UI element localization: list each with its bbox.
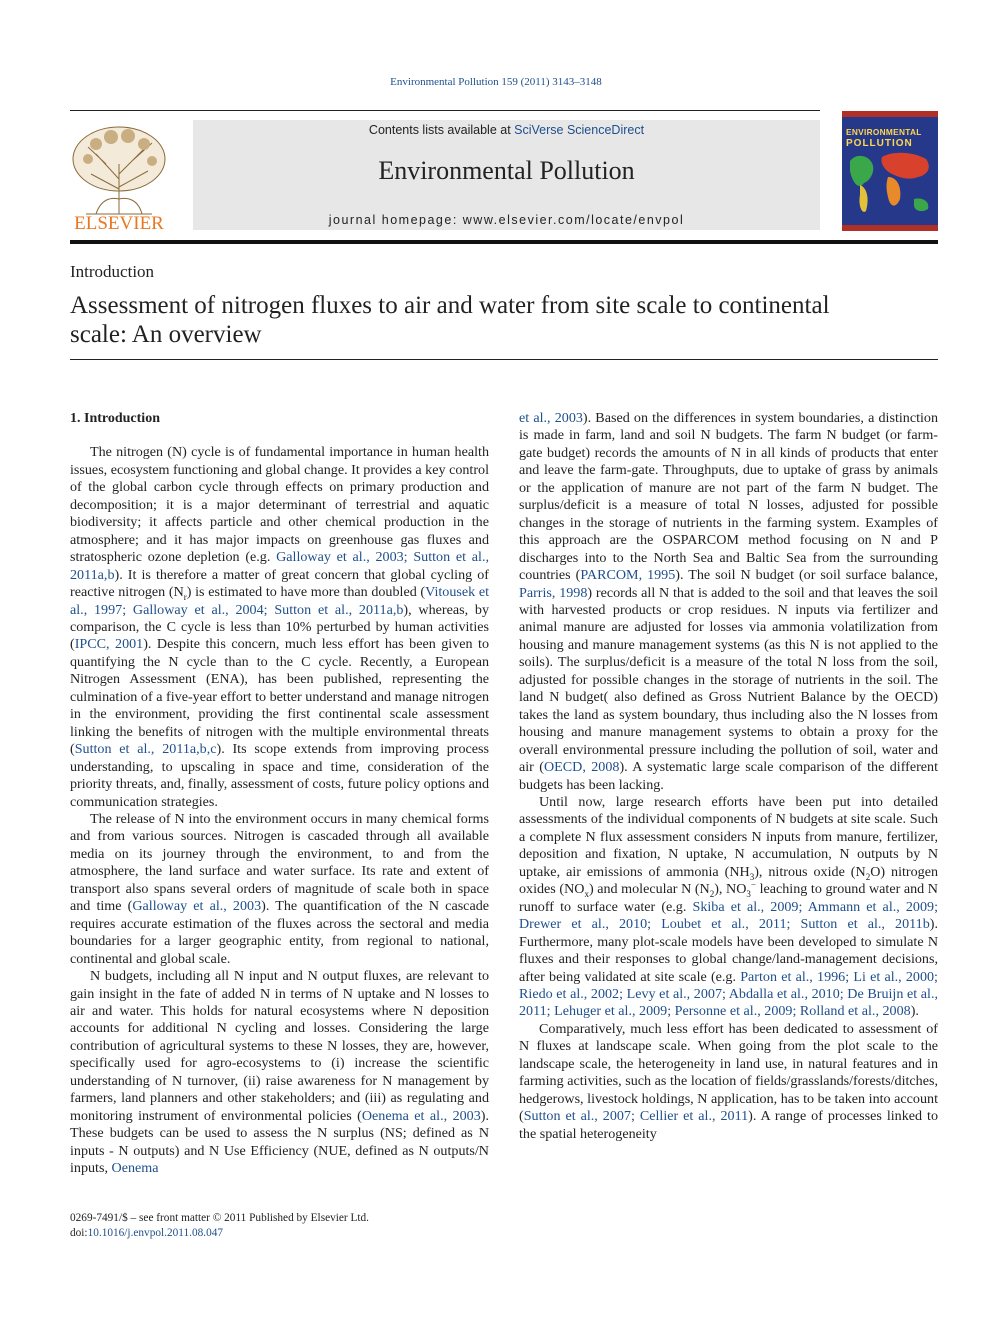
paragraph bbox=[70, 444, 489, 811]
citation-link[interactable]: Parris, 1998 bbox=[519, 584, 588, 601]
journal-citation[interactable]: Environmental Pollution 159 (2011) 3143–3148 bbox=[390, 76, 602, 88]
citation-link[interactable]: PARCOM, 1995 bbox=[580, 567, 676, 584]
text-run: ). bbox=[910, 1003, 919, 1020]
citation-link[interactable]: et al., 2003 bbox=[519, 410, 583, 426]
subscript: 2 bbox=[709, 889, 715, 900]
paragraph bbox=[519, 410, 938, 794]
text-run: ). Its scope extends from improving process understanding, to upscaling in space and time, consideration of the priority threats, and, finally, assessment of costs, future policy options and communication strategies. bbox=[70, 741, 489, 810]
citation-link[interactable]: Oenema bbox=[111, 1160, 159, 1177]
citation-link[interactable]: Galloway et al., 2003 bbox=[132, 898, 262, 915]
text-run: ). These budgets can be used to assess the N surplus (NS; defined as N inputs - N outputs) and N Use Efficiency (NUE, defined as N outputs/N inputs, bbox=[70, 1107, 489, 1177]
citation-link[interactable]: IPCC, 2001 bbox=[74, 636, 144, 653]
paragraph bbox=[519, 1021, 938, 1143]
contents-line: Contents lists available at SciVerse ScienceDirect bbox=[368, 123, 645, 137]
subscript: 3 bbox=[749, 871, 755, 882]
text-run: ) and molecular N (N bbox=[588, 881, 710, 898]
citation-link[interactable]: Skiba et al., 2009; Ammann et al., 2009; Drewer et al., 2010; Loubet et al., 2011; Sutton et al., 2011b bbox=[519, 898, 938, 933]
text-run: Until now, large research efforts have been put into detailed assessments of the individual components of N budgets at site scale. Such a complete N flux assessment considers N inputs from manure, fertilizer, deposition and fixation, N uptake, N accumulation, N outputs by N uptake, air emissions of ammonia (NH bbox=[519, 793, 938, 880]
citation-link[interactable]: Parton et al., 1996; Li et al., 2000; Riedo et al., 2002; Levy et al., 2007; Abdalla et al., 2010; De Bruijn et al., 2011; Lehuger et al., 2009; Personne et al., 2009; Rolland et al., 2008 bbox=[519, 968, 938, 1020]
doi-line: doi:10.1016/j.envpol.2011.08.047 bbox=[70, 1226, 224, 1239]
citation-link[interactable]: OECD, 2008 bbox=[543, 759, 620, 776]
sciencedirect-link[interactable]: SciVerse ScienceDirect bbox=[514, 123, 645, 137]
section-heading: 1. Introduction bbox=[70, 411, 160, 426]
header-rule bbox=[70, 110, 820, 111]
citation-link[interactable]: Sutton et al., 2007; Cellier et al., 2011 bbox=[523, 1108, 749, 1125]
article-type-label: Introduction bbox=[70, 262, 155, 281]
subscript: 3 bbox=[746, 889, 751, 900]
text-run: ) is estimated to have more than doubled ( bbox=[186, 584, 426, 601]
journal-banner bbox=[193, 120, 820, 230]
header-thick-rule bbox=[70, 240, 938, 244]
text-run: ). Based on the differences in system boundaries, a distinction is made in farm, land and soil N budgets. The farm N budget (or farm-gate budget) records the amounts of N in all kinds of products that enter and leave the farm-gate. Throughputs, due to uptake of grass by animals or the application of manure are not part of the farm N budget. The surplus/deficit is a measure of total N losses, adjusted for possible changes in the storage of nutrients in the farming system. Examples of this approach are the OSPARCOM method focusing on N and P discharges into to the North Sea and Baltic Sea from the surrounding countries ( bbox=[519, 410, 938, 584]
text-run: leaching to ground water and N runoff to surface water (e.g. bbox=[519, 881, 938, 915]
citation-link[interactable]: Sutton et al., 2011a,b,c bbox=[74, 741, 217, 758]
text-run: ) records all N that is added to the soil and that leaves the soil with harvested products or crop residues. N inputs via fertilizer and animal manure are adjusted for losses via ammonia volatilization from housing and manure management systems (as this N is not applied to the soils). The surplus/deficit is a measure of the total N loss from the soil, adjusted for possible changes in the storage of nutrients in the soil. The land N budget( also defined as Gross Nutrient Balance by the OECD) takes the land as system boundary, thus including also the N losses from housing and manure management systems to obtain a proxy for the overall environmental pressure including the pollution of soil, water and air ( bbox=[519, 584, 938, 776]
right-column bbox=[519, 410, 938, 1143]
footer bbox=[70, 1211, 369, 1240]
text-run: ), whereas, by comparison, the C cycle is less than 10% perturbed by human activities ( bbox=[70, 601, 489, 653]
elsevier-logo bbox=[66, 119, 172, 233]
citation-link[interactable]: Vitousek et al., 1997; Galloway et al., 2004; Sutton et al., 2011a,b bbox=[70, 584, 489, 618]
journal-cover[interactable] bbox=[842, 111, 938, 231]
citation-link[interactable]: Galloway et al., 2003; Sutton et al., 2011a,b bbox=[70, 549, 489, 583]
text-run: ). Furthermore, many plot-scale models have been developed to simulate N fluxes and their responses to global change/land-management decisions, after being validated at site scale (e.g. bbox=[519, 916, 938, 985]
text-run: N budgets, including all N input and N output fluxes, are relevant to gain insight in the fate of added N in terms of N uptake and N losses to air and water. This holds for natural ecosystems where N deposition accounts for additional N cycling and losses. Considering the large contribution of agricultural systems to these N losses, they are, however, specifically used for agro-ecosystems to (i) increase the scientific understanding of N turnover, (ii) raise awareness for N management by farmers, land planners and other stakeholders; and (iii) as regulating and monitoring instrument of environmental policies ( bbox=[70, 968, 489, 1124]
left-column bbox=[70, 410, 489, 1177]
text-run: The nitrogen (N) cycle is of fundamental importance in human health issues, ecosystem functioning and global change. It provides a key control of the global carbon cycle through effects on primary production and decomposition; it is a major determinant of terrestrial and aquatic biodiversity; it affects particle and other chemical production in the atmosphere; and it has major impacts on greenhouse gas fluxes and stratospheric ozone depletion (e.g. bbox=[70, 444, 489, 566]
article-title: Assessment of nitrogen fluxes to air and water from site scale to continental scale: An overview bbox=[70, 292, 830, 348]
elsevier-wordmark: ELSEVIER bbox=[74, 213, 164, 233]
text-run: The release of N into the environment occurs in many chemical forms and from various sources. Nitrogen is cascaded through all available media on its journey through the environment, to and from the atmosphere, the land surface and water surface. Its rate and extent of transport also spans several orders of magnitude of scale both in space and time ( bbox=[70, 810, 489, 915]
elsevier-tree-icon bbox=[66, 119, 172, 233]
paragraph bbox=[70, 811, 489, 968]
paragraph bbox=[519, 794, 938, 1021]
text-run: ), nitrous oxide (N bbox=[754, 863, 866, 880]
text-run: ). Despite this concern, much less effort has been given to quantifying the N cycle than to the C cycle. Recently, a European Nitrogen Assessment (ENA), has been published, representing the culmination of a five-year effort to better understand and manage nitrogen in the environment, providing the first continental scale assessment linking the benefits of nitrogen with the multiple environmental threats ( bbox=[70, 636, 489, 758]
text-run: Comparatively, much less effort has been dedicated to assessment of N fluxes at landscape scale. When going from the plot scale to the landscape scale, the heterogeneity in land use, in natural features and in farming activities, such as the location of fields/grasslands/forests/ditches, hedgerows, livestock holdings, N application, has to be taken into account ( bbox=[519, 1020, 938, 1125]
text-run: ). It is therefore a matter of great concern that global cycling of reactive nitrogen (N bbox=[70, 566, 489, 601]
text-run: O) nitrogen oxides (NO bbox=[519, 863, 939, 898]
text-run: ). A systematic large scale comparison of the different budgets has been lacking. bbox=[519, 759, 939, 793]
paragraph bbox=[70, 968, 489, 1177]
cover-title: ENVIRONMENTAL POLLUTION bbox=[846, 127, 922, 149]
superscript: − bbox=[750, 879, 756, 890]
subscript: r bbox=[183, 591, 187, 602]
doi-link[interactable]: 10.1016/j.envpol.2011.08.047 bbox=[87, 1226, 224, 1239]
text-run: ), NO bbox=[714, 881, 747, 898]
journal-title[interactable]: Environmental Pollution bbox=[378, 156, 635, 185]
text-run: ). A range of processes linked to the spatial heterogeneity bbox=[519, 1108, 939, 1142]
journal-homepage[interactable]: journal homepage: www.elsevier.com/locate/envpol bbox=[328, 213, 685, 227]
text-run: ). The soil N budget (or soil surface balance, bbox=[675, 567, 938, 584]
text-run: ). The quantification of the N cascade requires accurate estimation of the fluxes across the sectoral and media boundaries for a larger geographic entity, from regional to national, continental and global scale. bbox=[70, 898, 489, 967]
copyright-line: 0269-7491/$ – see front matter © 2011 Published by Elsevier Ltd. bbox=[70, 1212, 370, 1224]
citation-link[interactable]: Oenema et al., 2003 bbox=[361, 1107, 481, 1124]
title-rule bbox=[70, 359, 938, 360]
subscript: x bbox=[584, 889, 589, 900]
subscript: 2 bbox=[865, 871, 871, 882]
